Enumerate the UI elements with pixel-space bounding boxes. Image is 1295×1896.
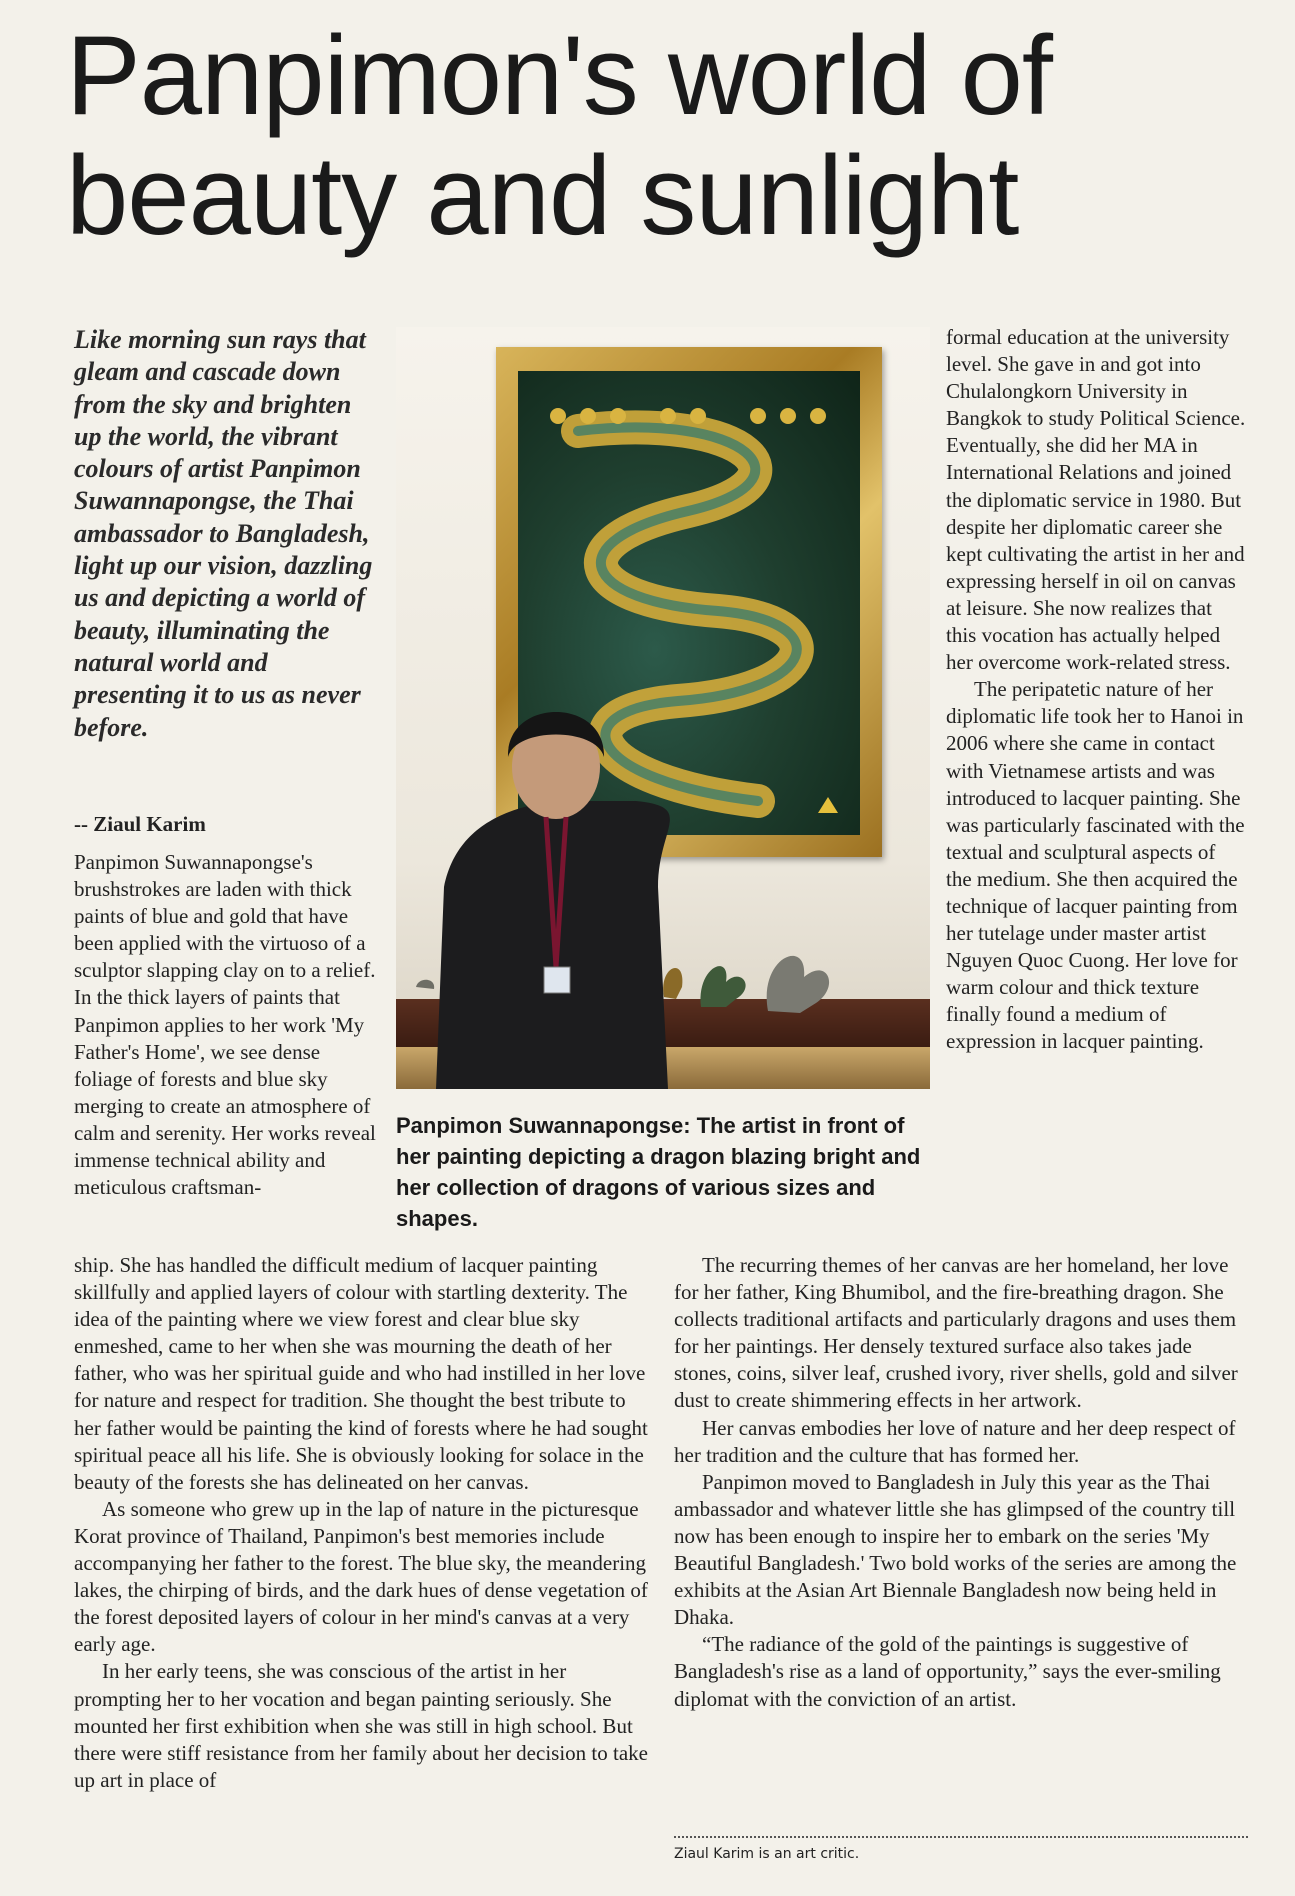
headline-line-2: beauty and sunlight bbox=[66, 133, 1019, 258]
paragraph: ship. She has handled the difficult medium of lacquer painting skillfully and applied layers of colour with startling dexterity. The idea of the painting where we view forest and clear blue sky enmeshed, came to her when she was mourning the death of her father, who was her spiritual guide and who had instilled in her love for nature and respect for tradition. She thought the best tribute to her father would be painting the kind of forests where he had sought spiritual peace all his life. She is obviously looking for solace in the beauty of the forests she has delineated on her canvas. bbox=[74, 1253, 648, 1494]
column-3-top bbox=[946, 324, 1246, 1056]
paragraph: Her canvas embodies her love of nature and her deep respect of her tradition and the culture that has formed her. bbox=[674, 1415, 1236, 1467]
paragraph: As someone who grew up in the lap of nature in the picturesque Korat province of Thailand, Panpimon's best memories include accompanying her father to the forest. The blue sky, the meandering lakes, the chirping of birds, and the dark hues of dense vegetation of the forest deposited layers of colour in her mind's canvas at a very early age. bbox=[74, 1496, 648, 1657]
headline-line-1: Panpimon's world of bbox=[66, 13, 1052, 138]
headline bbox=[66, 13, 1266, 258]
footnote-divider bbox=[674, 1836, 1248, 1838]
paragraph: In her early teens, she was conscious of the artist in her prompting her to her vocation and began painting seriously. She mounted her first exhibition when she was still in high school. But there were stiff resistance from her family about her decision to take up art in place of bbox=[74, 1659, 648, 1792]
author-footnote: Ziaul Karim is an art critic. bbox=[674, 1846, 860, 1862]
artist-figure bbox=[396, 327, 930, 1089]
photo-caption: Panpimon Suwannapongse: The artist in front of her painting depicting a dragon blazing bright and her collection of dragons of various sizes and shapes. bbox=[396, 1113, 921, 1231]
standfirst: Like morning sun rays that gleam and cascade down from the sky and brighten up the world, the vibrant colours of artist Panpimon Suwannapongse, the Thai ambassador to Bangladesh, light up our vision, dazzling us and depicting a world of beauty, illuminating the natural world and presenting it to us as never before. bbox=[74, 325, 373, 742]
paragraph: “The radiance of the gold of the paintings is suggestive of Bangladesh's rise as a land of opportunity,” says the ever-smiling diplomat with the conviction of an artist. bbox=[674, 1632, 1221, 1711]
column-2-bottom bbox=[674, 1252, 1252, 1713]
paragraph: formal education at the university level. She gave in and got into Chulalongkorn University in Bangkok to study Political Science. Eventually, she did her MA in International Relations and joined the diplomatic service in 1980. But despite her diplomatic career she kept cultivating the artist in her and expressing herself in oil on canvas at leisure. She now realizes that this vocation has actually helped her overcome work-related stress. bbox=[946, 325, 1246, 675]
paragraph: Panpimon moved to Bangladesh in July this year as the Thai ambassador and whatever little she has glimpsed of the country till now has been enough to inspire her to embark on the series 'My Beautiful Bangladesh.' Two bold works of the series are among the exhibits at the Asian Art Biennale Bangladesh now being held in Dhaka. bbox=[674, 1469, 1237, 1630]
column-1-top bbox=[74, 849, 378, 1201]
article-photo bbox=[396, 327, 930, 1089]
paragraph: The recurring themes of her canvas are her homeland, her love for her father, King Bhumibol, and the fire-breathing dragon. She collects traditional artifacts and particularly dragons and uses them for her paintings. Her densely textured surface also takes jade stones, coins, silver leaf, crushed ivory, river shells, gold and silver dust to create shimmering effects in her artwork. bbox=[674, 1253, 1238, 1413]
byline: -- Ziaul Karim bbox=[74, 812, 206, 836]
column-1-bottom bbox=[74, 1252, 652, 1794]
paragraph: Panpimon Suwannapongse's brushstrokes are laden with thick paints of blue and gold that have been applied with the virtuoso of a sculptor slapping clay on to a relief. In the thick layers of paints that Panpimon applies to her work 'My Father's Home', we see dense foliage of forests and blue sky merging to create an atmosphere of calm and serenity. Her works reveal immense technical ability and meticulous craftsman- bbox=[74, 850, 376, 1200]
paragraph: The peripatetic nature of her diplomatic life took her to Hanoi in 2006 where she came in contact with Vietnamese artists and was introduced to lacquer painting. She was particularly fascinated with the textual and sculptural aspects of the medium. She then acquired the technique of lacquer painting from her tutelage under master artist Nguyen Quoc Cuong. Her love for warm colour and thick texture finally found a medium of expression in lacquer painting. bbox=[946, 677, 1245, 1054]
